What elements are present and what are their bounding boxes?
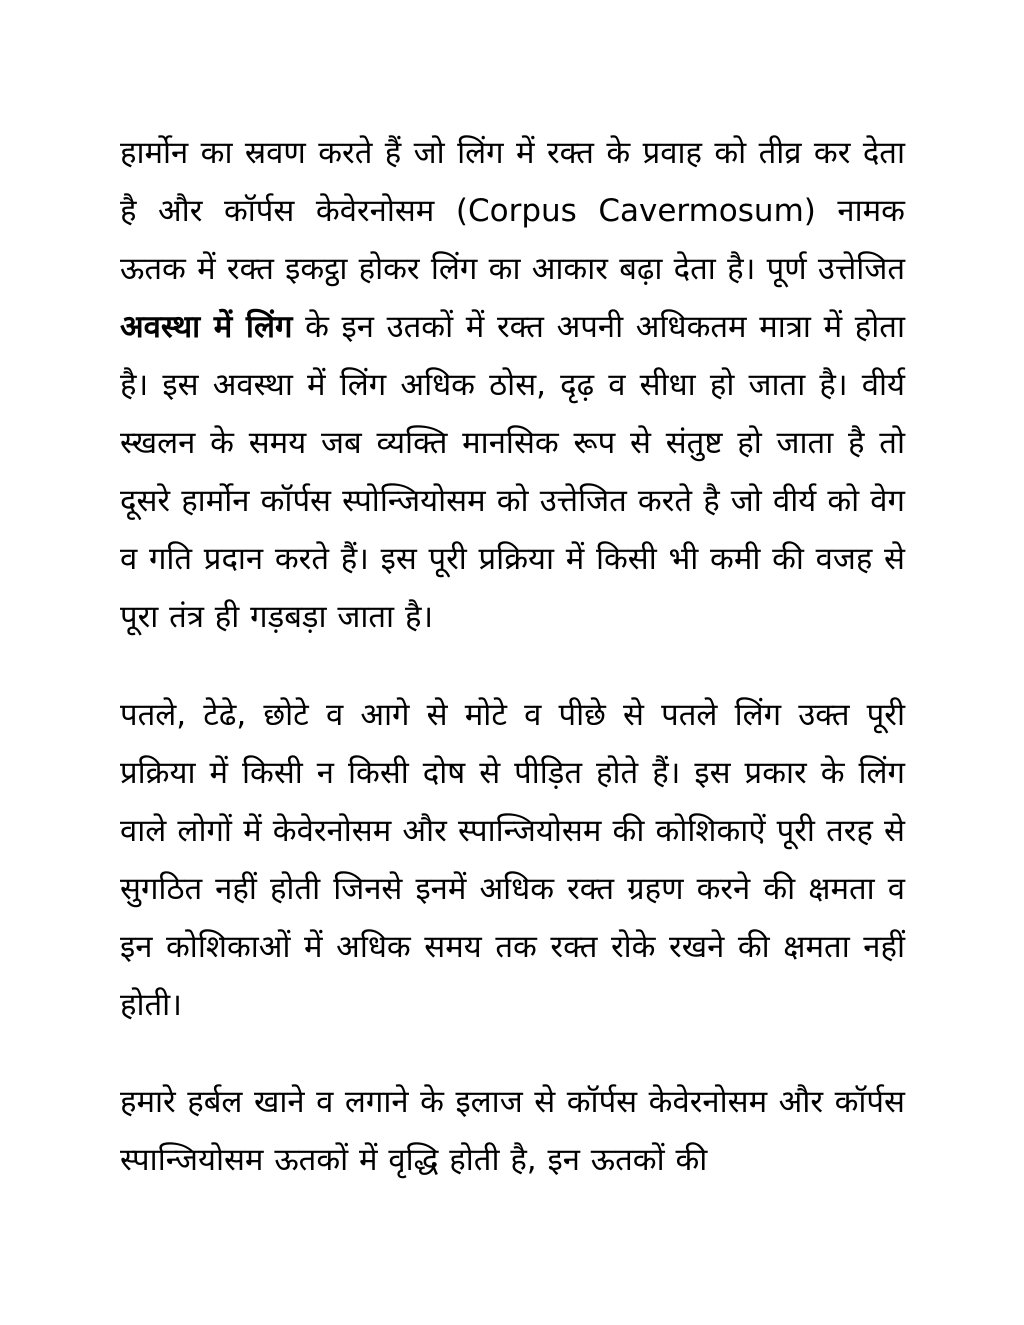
paragraph-1-bold-phrase: अवस्था में लिंग bbox=[120, 309, 293, 345]
paragraph-1-text-start: हार्मोन का स्रवण करते हैं जो लिंग में रक्त के प्रवाह को तीव्र कर देता है और कॉर्पस केवेरनोसम (Corpus Cavermosum) नामक ऊतक में रक्त इकट्ठा होकर लिंग का आकार बढ़ा देता है। पूर्ण उत्तेजित bbox=[120, 135, 905, 287]
paragraph-2: पतले, टेढे, छोटे व आगे से मोटे व पीछे से पतले लिंग उक्त पूरी प्रक्रिया में किसी न किसी दोष से पीड़ित होते हैं। इस प्रकार के लिंग वाले लोगों में केवेरनोसम और स्पान्जियोसम की कोशिकाऐं पूरी तरह से सुगठित नहीं होती जिनसे इनमें अधिक रक्त ग्रहण करने की क्षमता व इन कोशिकाओं में अधिक समय तक रक्त रोके रखने की क्षमता नहीं होती। bbox=[120, 697, 905, 1023]
paragraph-1-text-end: के इन उतकों में रक्त अपनी अधिकतम मात्रा में होता है। इस अवस्था में लिंग अधिक ठोस, दृढ़ व सीधा हो जाता है। वीर्य स्खलन के समय जब व्यक्ति मानसिक रूप से संतुष्ट हो जाता है तो दूसरे हार्मोन कॉर्पस स्पोन्जियोसम को उत्तेजित करते है जो वीर्य को वेग व गति प्रदान करते हैं। इस पूरी प्रक्रिया में किसी भी कमी की वजह से पूरा तंत्र ही गड़बड़ा जाता है। bbox=[120, 309, 905, 635]
paragraph-1 bbox=[120, 124, 905, 646]
paragraph-3: हमारे हर्बल खाने व लगाने के इलाज से कॉर्पस केवेरनोसम और कॉर्पस स्पान्जियोसम ऊतकों में वृद्धि होती है, इन ऊतकों की bbox=[120, 1084, 905, 1178]
